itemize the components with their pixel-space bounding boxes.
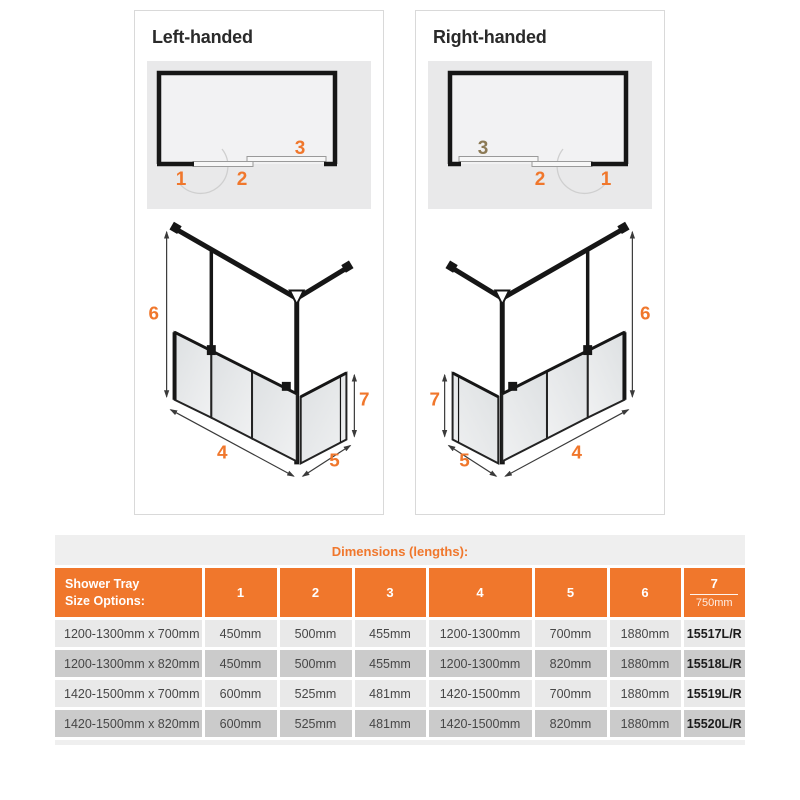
dimension-value-cell: 1420-1500mm [427,679,533,709]
dim-label-1: 1 [600,169,612,190]
dimension-value-cell: 820mm [533,649,608,679]
dim-label-7: 7 [429,388,440,410]
shower-tray-header-line1: Shower Tray [65,576,140,591]
door-panel-2 [532,162,592,167]
screen-structure-left [169,222,353,465]
screen-structure-right [445,222,629,465]
panel-title-right: Right-handed [433,27,547,47]
table-row [55,619,745,649]
product-code-cell: 15519L/R [682,679,745,709]
col-header-4: 4 [427,567,533,619]
dimension-value-cell: 700mm [533,619,608,649]
dimension-value-cell: 525mm [278,709,353,739]
dim-label-7: 7 [359,388,370,410]
table-row [55,649,745,679]
screen-panel-3 [247,157,326,162]
dim-label-6: 6 [640,302,651,324]
dim-label-5: 5 [459,449,470,471]
dimensions-title: Dimensions (lengths): [331,544,469,559]
dim-label-2: 2 [236,169,248,190]
dimension-value-cell: 600mm [203,709,278,739]
dimension-value-cell: 1200-1300mm [427,649,533,679]
top-view-diagram-left [147,61,371,209]
door-panel-2 [193,162,253,167]
product-code-cell: 15518L/R [682,649,745,679]
shower-tray-header [55,567,203,619]
dim-label-6: 6 [148,302,159,324]
iso-diagram-left [144,215,374,513]
left-handed-panel [134,10,384,515]
dim-label-3: 3 [477,138,489,159]
col-header-7-divider [690,594,738,595]
product-code-cell: 15517L/R [682,619,745,649]
col-header-2: 2 [278,567,353,619]
col-header-7-number: 7 [710,576,718,591]
shower-tray-size-cell: 1420-1500mm x 700mm [55,679,203,709]
product-code-cell: 15520L/R [682,709,745,739]
col-header-3: 3 [353,567,427,619]
dimension-value-cell: 600mm [203,679,278,709]
col-header-6: 6 [608,567,682,619]
dimension-value-cell: 1880mm [608,649,682,679]
top-view-diagram-right [428,61,652,209]
dim-label-2: 2 [534,169,546,190]
dimension-value-cell: 1880mm [608,709,682,739]
dim-label-4: 4 [571,441,583,463]
dimensions-table [55,565,745,740]
dim-label-4: 4 [216,441,228,463]
right-handed-panel [415,10,665,515]
dimension-value-cell: 500mm [278,649,353,679]
dimension-value-cell: 455mm [353,649,427,679]
table-row [55,679,745,709]
dimension-value-cell: 500mm [278,619,353,649]
dimension-value-cell: 1880mm [608,619,682,649]
dim-label-5: 5 [329,449,340,471]
dim-label-3: 3 [294,138,306,159]
dimension-value-cell: 481mm [353,679,427,709]
dimensions-section [55,535,745,745]
col-header-7 [682,567,745,619]
dimension-value-cell: 1880mm [608,679,682,709]
screen-panel-3 [459,157,538,162]
shower-tray-size-cell: 1200-1300mm x 700mm [55,619,203,649]
shower-tray-header-line2: Size Options: [65,593,145,608]
dimension-value-cell: 450mm [203,619,278,649]
col-header-1: 1 [203,567,278,619]
dimension-value-cell: 450mm [203,649,278,679]
dimension-value-cell: 481mm [353,709,427,739]
iso-diagram-right [425,215,655,513]
shower-tray-size-cell: 1420-1500mm x 820mm [55,709,203,739]
dimension-value-cell: 1420-1500mm [427,709,533,739]
dimension-value-cell: 1200-1300mm [427,619,533,649]
col-header-7-sub: 750mm [695,597,733,609]
col-header-5: 5 [533,567,608,619]
table-row [55,709,745,739]
dim-label-1: 1 [175,169,187,190]
shower-tray-size-cell: 1200-1300mm x 820mm [55,649,203,679]
dimension-value-cell: 820mm [533,709,608,739]
dimension-value-cell: 700mm [533,679,608,709]
panel-title-left: Left-handed [152,27,253,47]
dimension-value-cell: 455mm [353,619,427,649]
dimension-value-cell: 525mm [278,679,353,709]
